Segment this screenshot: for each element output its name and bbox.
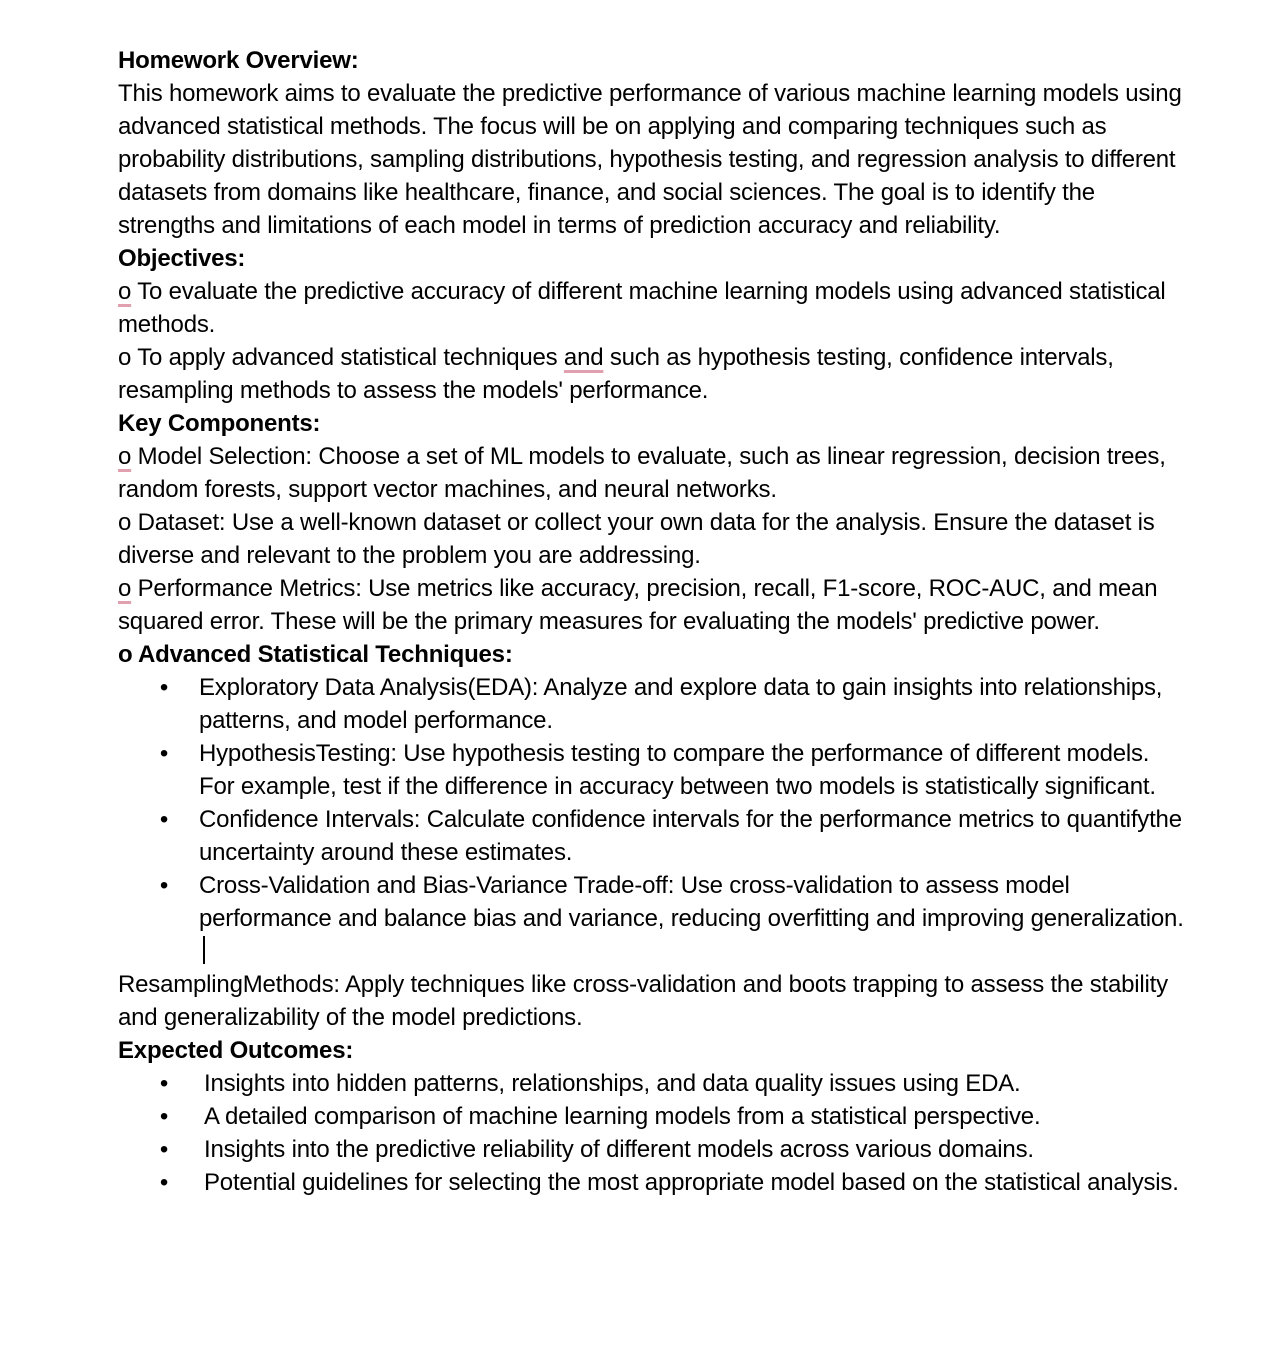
list-item [118,869,1188,968]
list-item [118,1133,1188,1166]
bullet-icon: • [159,872,169,899]
list-item [118,803,1188,869]
list-item [118,737,1188,803]
objective-item [118,275,1188,341]
list-item [118,1067,1188,1100]
list-item-text: Potential guidelines for selecting the most appropriate model based on the statistical analysis. [204,1169,1179,1196]
objective-text: such as hypothesis testing, confidence intervals, resampling methods to assess the models' performance. [118,344,1114,404]
expected-outcomes-list [118,1067,1188,1199]
overview-paragraph: This homework aims to evaluate the predictive performance of various machine learning models using advanced statistical methods. The focus will be on applying and comparing techniques such as probability distributions, sampling distributions, hypothesis testing, and regression analysis to different datasets from domains like healthcare, finance, and social sciences. The goal is to identify the strengths and limitations of each model in terms of prediction accuracy and reliability. [118,80,1182,239]
key-components-heading: Key Components: [118,410,321,437]
objective-marker: o [118,344,132,371]
grammar-flag[interactable]: and [563,344,604,371]
advanced-techniques-list [118,671,1188,968]
component-item [118,440,1188,506]
resampling-paragraph: ResamplingMethods: Apply techniques like cross-validation and boots trapping to assess the stability and generalizability of the model predictions. [118,971,1168,1031]
list-item-text: Insights into the predictive reliability of different models across various domains. [204,1136,1034,1163]
list-item [118,1166,1188,1199]
spelling-flag[interactable]: o [118,575,132,602]
overview-heading: Homework Overview: [118,47,359,74]
expected-outcomes-heading: Expected Outcomes: [118,1037,354,1064]
list-item-text: Exploratory Data Analysis(EDA): Analyze and explore data to gain insights into relationships, patterns, and model performance. [199,674,1163,734]
list-item-text: Insights into hidden patterns, relationships, and data quality issues using EDA. [204,1070,1021,1097]
objectives-heading: Objectives: [118,245,246,272]
component-text: Dataset: Use a well-known dataset or collect your own data for the analysis. Ensure the dataset is diverse and relevant to the problem you are addressing. [118,509,1155,569]
bullet-icon: • [159,1070,169,1097]
bullet-icon: • [159,1136,169,1163]
component-text: Model Selection: Choose a set of ML models to evaluate, such as linear regression, decision trees, random forests, support vector machines, and neural networks. [118,443,1166,503]
component-item [118,506,1188,572]
bullet-icon: • [159,674,169,701]
spelling-flag[interactable]: o [118,443,132,470]
list-item-text: Confidence Intervals: Calculate confidence intervals for the performance metrics to quantifythe uncertainty around these estimates. [199,806,1182,866]
list-item [118,671,1188,737]
spelling-flag[interactable]: o [118,278,132,305]
objective-text: To evaluate the predictive accuracy of different machine learning models using advanced statistical methods. [118,278,1166,338]
bullet-icon: • [159,1169,169,1196]
objective-text: To apply advanced statistical techniques [131,344,564,371]
bullet-icon: • [159,1103,169,1130]
component-item [118,572,1188,638]
text-cursor [203,936,205,964]
list-item-text: A detailed comparison of machine learning models from a statistical perspective. [204,1103,1041,1130]
component-marker: o [118,509,132,536]
advanced-techniques-heading: o Advanced Statistical Techniques: [118,641,513,668]
document-body[interactable] [118,44,1188,1199]
list-item-text: Cross-Validation and Bias-Variance Trade-off: Use cross-validation to assess model performance and balance bias and variance, reducing overfitting and improving generalization. [199,872,1184,932]
objective-item [118,341,1188,407]
list-item [118,1100,1188,1133]
component-text: Performance Metrics: Use metrics like accuracy, precision, recall, F1-score, ROC-AUC, and mean squared error. These will be the primary measures for evaluating the models' predictive power. [118,575,1158,635]
bullet-icon: • [159,740,169,767]
bullet-icon: • [159,806,169,833]
list-item-text: HypothesisTesting: Use hypothesis testing to compare the performance of different models. For example, test if the difference in accuracy between two models is statistically significant. [199,740,1156,800]
